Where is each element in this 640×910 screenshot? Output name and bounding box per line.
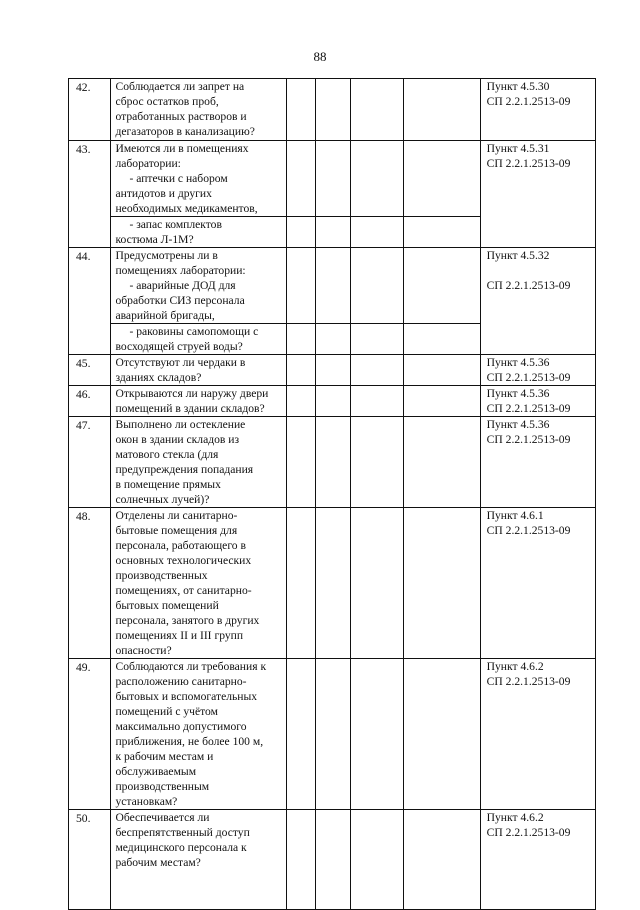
answer-cell[interactable] bbox=[287, 141, 315, 217]
answer-cell[interactable] bbox=[315, 141, 350, 217]
answer-cell[interactable] bbox=[315, 386, 350, 417]
answer-cell[interactable] bbox=[351, 659, 404, 810]
reference-line: Пункт 4.5.36 bbox=[486, 418, 550, 431]
reference-line: Пункт 4.6.1 bbox=[486, 509, 544, 522]
answer-cell[interactable] bbox=[315, 355, 350, 386]
reference-line: СП 2.2.1.2513-09 bbox=[486, 675, 571, 688]
question-line: Имеются ли в помещениях bbox=[115, 142, 249, 155]
reference-line: Пункт 4.5.32 bbox=[486, 249, 550, 262]
answer-cell[interactable] bbox=[403, 659, 480, 810]
answer-cell[interactable] bbox=[315, 810, 350, 910]
answer-cell[interactable] bbox=[351, 141, 404, 217]
question-line: предупреждения попадания bbox=[115, 463, 254, 476]
reference-line: СП 2.2.1.2513-09 bbox=[486, 826, 571, 839]
question-line: сброс остатков проб, bbox=[115, 95, 219, 108]
question-line: бытовые помещения для bbox=[115, 524, 238, 537]
table-row bbox=[69, 248, 596, 324]
question-cell bbox=[111, 141, 287, 217]
question-line: беспрепятственный доступ bbox=[115, 826, 250, 839]
question-line: опасности? bbox=[115, 644, 172, 657]
answer-cell[interactable] bbox=[315, 417, 350, 508]
checklist-table bbox=[68, 78, 596, 910]
reference-line: Пункт 4.5.31 bbox=[486, 142, 550, 155]
answer-cell[interactable] bbox=[287, 508, 315, 659]
question-line: рабочим местам? bbox=[115, 856, 201, 869]
answer-cell[interactable] bbox=[403, 417, 480, 508]
answer-cell[interactable] bbox=[315, 324, 350, 355]
answer-cell[interactable] bbox=[403, 324, 480, 355]
question-line: лаборатории: bbox=[115, 157, 181, 170]
question-line: помещений с учётом bbox=[115, 705, 218, 718]
question-line: обслуживаемым bbox=[115, 765, 197, 778]
answer-cell[interactable] bbox=[315, 79, 350, 141]
question-cell bbox=[111, 248, 287, 324]
answer-cell[interactable] bbox=[351, 417, 404, 508]
question-line: солнечных лучей)? bbox=[115, 493, 210, 506]
question-line: персонала, занятого в других bbox=[115, 614, 260, 627]
question-cell bbox=[111, 79, 287, 141]
question-line: производственным bbox=[115, 780, 210, 793]
question-line: зданиях складов? bbox=[115, 371, 202, 384]
answer-cell[interactable] bbox=[287, 355, 315, 386]
answer-cell[interactable] bbox=[287, 79, 315, 141]
reference-line: СП 2.2.1.2513-09 bbox=[486, 371, 571, 384]
answer-cell[interactable] bbox=[403, 508, 480, 659]
question-line: аварийной бригады, bbox=[115, 309, 215, 322]
answer-cell[interactable] bbox=[315, 217, 350, 248]
reference-line: СП 2.2.1.2513-09 bbox=[486, 95, 571, 108]
question-line: помещениях лаборатории: bbox=[115, 264, 246, 277]
table-row bbox=[69, 508, 596, 659]
table-row bbox=[69, 141, 596, 217]
answer-cell[interactable] bbox=[287, 324, 315, 355]
table-row bbox=[69, 417, 596, 508]
table-row bbox=[69, 355, 596, 386]
row-number: 45. bbox=[69, 355, 111, 386]
question-line: окон в здании складов из bbox=[115, 433, 240, 446]
question-line: антидотов и других bbox=[115, 187, 212, 200]
question-line: Отделены ли санитарно- bbox=[115, 509, 238, 522]
answer-cell[interactable] bbox=[403, 355, 480, 386]
answer-cell[interactable] bbox=[351, 355, 404, 386]
question-cell bbox=[111, 508, 287, 659]
answer-cell[interactable] bbox=[287, 248, 315, 324]
question-line: Обеспечивается ли bbox=[115, 811, 210, 824]
question-cell bbox=[111, 324, 287, 355]
question-line: бытовых и вспомогательных bbox=[115, 690, 258, 703]
question-line: дегазаторов в канализацию? bbox=[115, 125, 255, 138]
answer-cell[interactable] bbox=[403, 386, 480, 417]
reference-line: Пункт 4.6.2 bbox=[486, 660, 544, 673]
reference-cell bbox=[480, 810, 595, 910]
question-line: бытовых помещений bbox=[115, 599, 219, 612]
answer-cell[interactable] bbox=[287, 810, 315, 910]
question-line: Соблюдается ли запрет на bbox=[115, 80, 245, 93]
question-line: производственных bbox=[115, 569, 208, 582]
row-number: 49. bbox=[69, 659, 111, 810]
reference-line: СП 2.2.1.2513-09 bbox=[486, 157, 571, 170]
answer-cell[interactable] bbox=[403, 217, 480, 248]
question-line: установкам? bbox=[115, 795, 178, 808]
reference-cell bbox=[480, 508, 595, 659]
question-cell bbox=[111, 386, 287, 417]
answer-cell[interactable] bbox=[351, 79, 404, 141]
reference-line: Пункт 4.6.2 bbox=[486, 811, 544, 824]
question-cell bbox=[111, 810, 287, 910]
row-number: 44. bbox=[69, 248, 111, 355]
table-row bbox=[69, 386, 596, 417]
row-number: 50. bbox=[69, 810, 111, 910]
question-line: - аптечки с набором bbox=[129, 172, 228, 185]
question-line: Выполнено ли остекление bbox=[115, 418, 246, 431]
question-cell bbox=[111, 355, 287, 386]
table-row bbox=[69, 659, 596, 810]
question-line: помещениях, от санитарно- bbox=[115, 584, 252, 597]
answer-cell[interactable] bbox=[351, 324, 404, 355]
reference-cell bbox=[480, 141, 595, 248]
question-line: отработанных растворов и bbox=[115, 110, 247, 123]
reference-cell bbox=[480, 248, 595, 355]
answer-cell[interactable] bbox=[315, 508, 350, 659]
question-line: - запас комплектов bbox=[129, 218, 222, 231]
question-line: Соблюдаются ли требования к bbox=[115, 660, 267, 673]
question-line: приближения, не более 100 м, bbox=[115, 735, 264, 748]
reference-line: Пункт 4.5.30 bbox=[486, 80, 550, 93]
table-row bbox=[69, 810, 596, 910]
question-line: матового стекла (для bbox=[115, 448, 219, 461]
question-line: восходящей струей воды? bbox=[115, 340, 243, 353]
question-line: Отсутствуют ли чердаки в bbox=[115, 356, 246, 369]
answer-cell[interactable] bbox=[287, 417, 315, 508]
question-line: в помещение прямых bbox=[115, 478, 221, 491]
question-line: медицинского персонала к bbox=[115, 841, 247, 854]
question-line: расположению санитарно- bbox=[115, 675, 247, 688]
page-number: 88 bbox=[313, 49, 327, 64]
question-cell bbox=[111, 659, 287, 810]
answer-cell[interactable] bbox=[351, 810, 404, 910]
reference-cell bbox=[480, 659, 595, 810]
reference-line: СП 2.2.1.2513-09 bbox=[486, 402, 571, 415]
question-line: основных технологических bbox=[115, 554, 252, 567]
answer-cell[interactable] bbox=[287, 217, 315, 248]
answer-cell[interactable] bbox=[315, 248, 350, 324]
question-line: Открываются ли наружу двери bbox=[115, 387, 269, 400]
question-line: обработки СИЗ персонала bbox=[115, 294, 245, 307]
answer-cell[interactable] bbox=[403, 810, 480, 910]
question-line: костюма Л-1М? bbox=[115, 233, 194, 246]
question-line: Предусмотрены ли в bbox=[115, 249, 218, 262]
question-line: к рабочим местам и bbox=[115, 750, 214, 763]
reference-cell bbox=[480, 386, 595, 417]
question-line: необходимых медикаментов, bbox=[115, 202, 258, 215]
reference-line: СП 2.2.1.2513-09 bbox=[486, 524, 571, 537]
row-number: 42. bbox=[69, 79, 111, 141]
question-cell bbox=[111, 217, 287, 248]
answer-cell[interactable] bbox=[403, 79, 480, 141]
answer-cell[interactable] bbox=[403, 141, 480, 217]
answer-cell[interactable] bbox=[287, 659, 315, 810]
reference-line: СП 2.2.1.2513-09 bbox=[486, 433, 571, 446]
answer-cell[interactable] bbox=[351, 248, 404, 324]
table-row bbox=[69, 79, 596, 141]
question-line: - раковины самопомощи с bbox=[129, 325, 259, 338]
reference-cell bbox=[480, 355, 595, 386]
answer-cell[interactable] bbox=[351, 508, 404, 659]
reference-line: СП 2.2.1.2513-09 bbox=[486, 279, 571, 292]
answer-cell[interactable] bbox=[315, 659, 350, 810]
row-number: 46. bbox=[69, 386, 111, 417]
reference-line: Пункт 4.5.36 bbox=[486, 356, 550, 369]
question-cell bbox=[111, 417, 287, 508]
question-line: персонала, работающего в bbox=[115, 539, 246, 552]
answer-cell[interactable] bbox=[351, 217, 404, 248]
row-number: 48. bbox=[69, 508, 111, 659]
row-number: 43. bbox=[69, 141, 111, 248]
question-line: максимально допустимого bbox=[115, 720, 247, 733]
question-line: помещениях II и III групп bbox=[115, 629, 244, 642]
reference-cell bbox=[480, 79, 595, 141]
checklist-body bbox=[69, 79, 596, 910]
answer-cell[interactable] bbox=[287, 386, 315, 417]
reference-cell bbox=[480, 417, 595, 508]
question-line: - аварийные ДОД для bbox=[129, 279, 236, 292]
question-line: помещений в здании складов? bbox=[115, 402, 265, 415]
answer-cell[interactable] bbox=[351, 386, 404, 417]
answer-cell[interactable] bbox=[403, 248, 480, 324]
row-number: 47. bbox=[69, 417, 111, 508]
reference-line: Пункт 4.5.36 bbox=[486, 387, 550, 400]
